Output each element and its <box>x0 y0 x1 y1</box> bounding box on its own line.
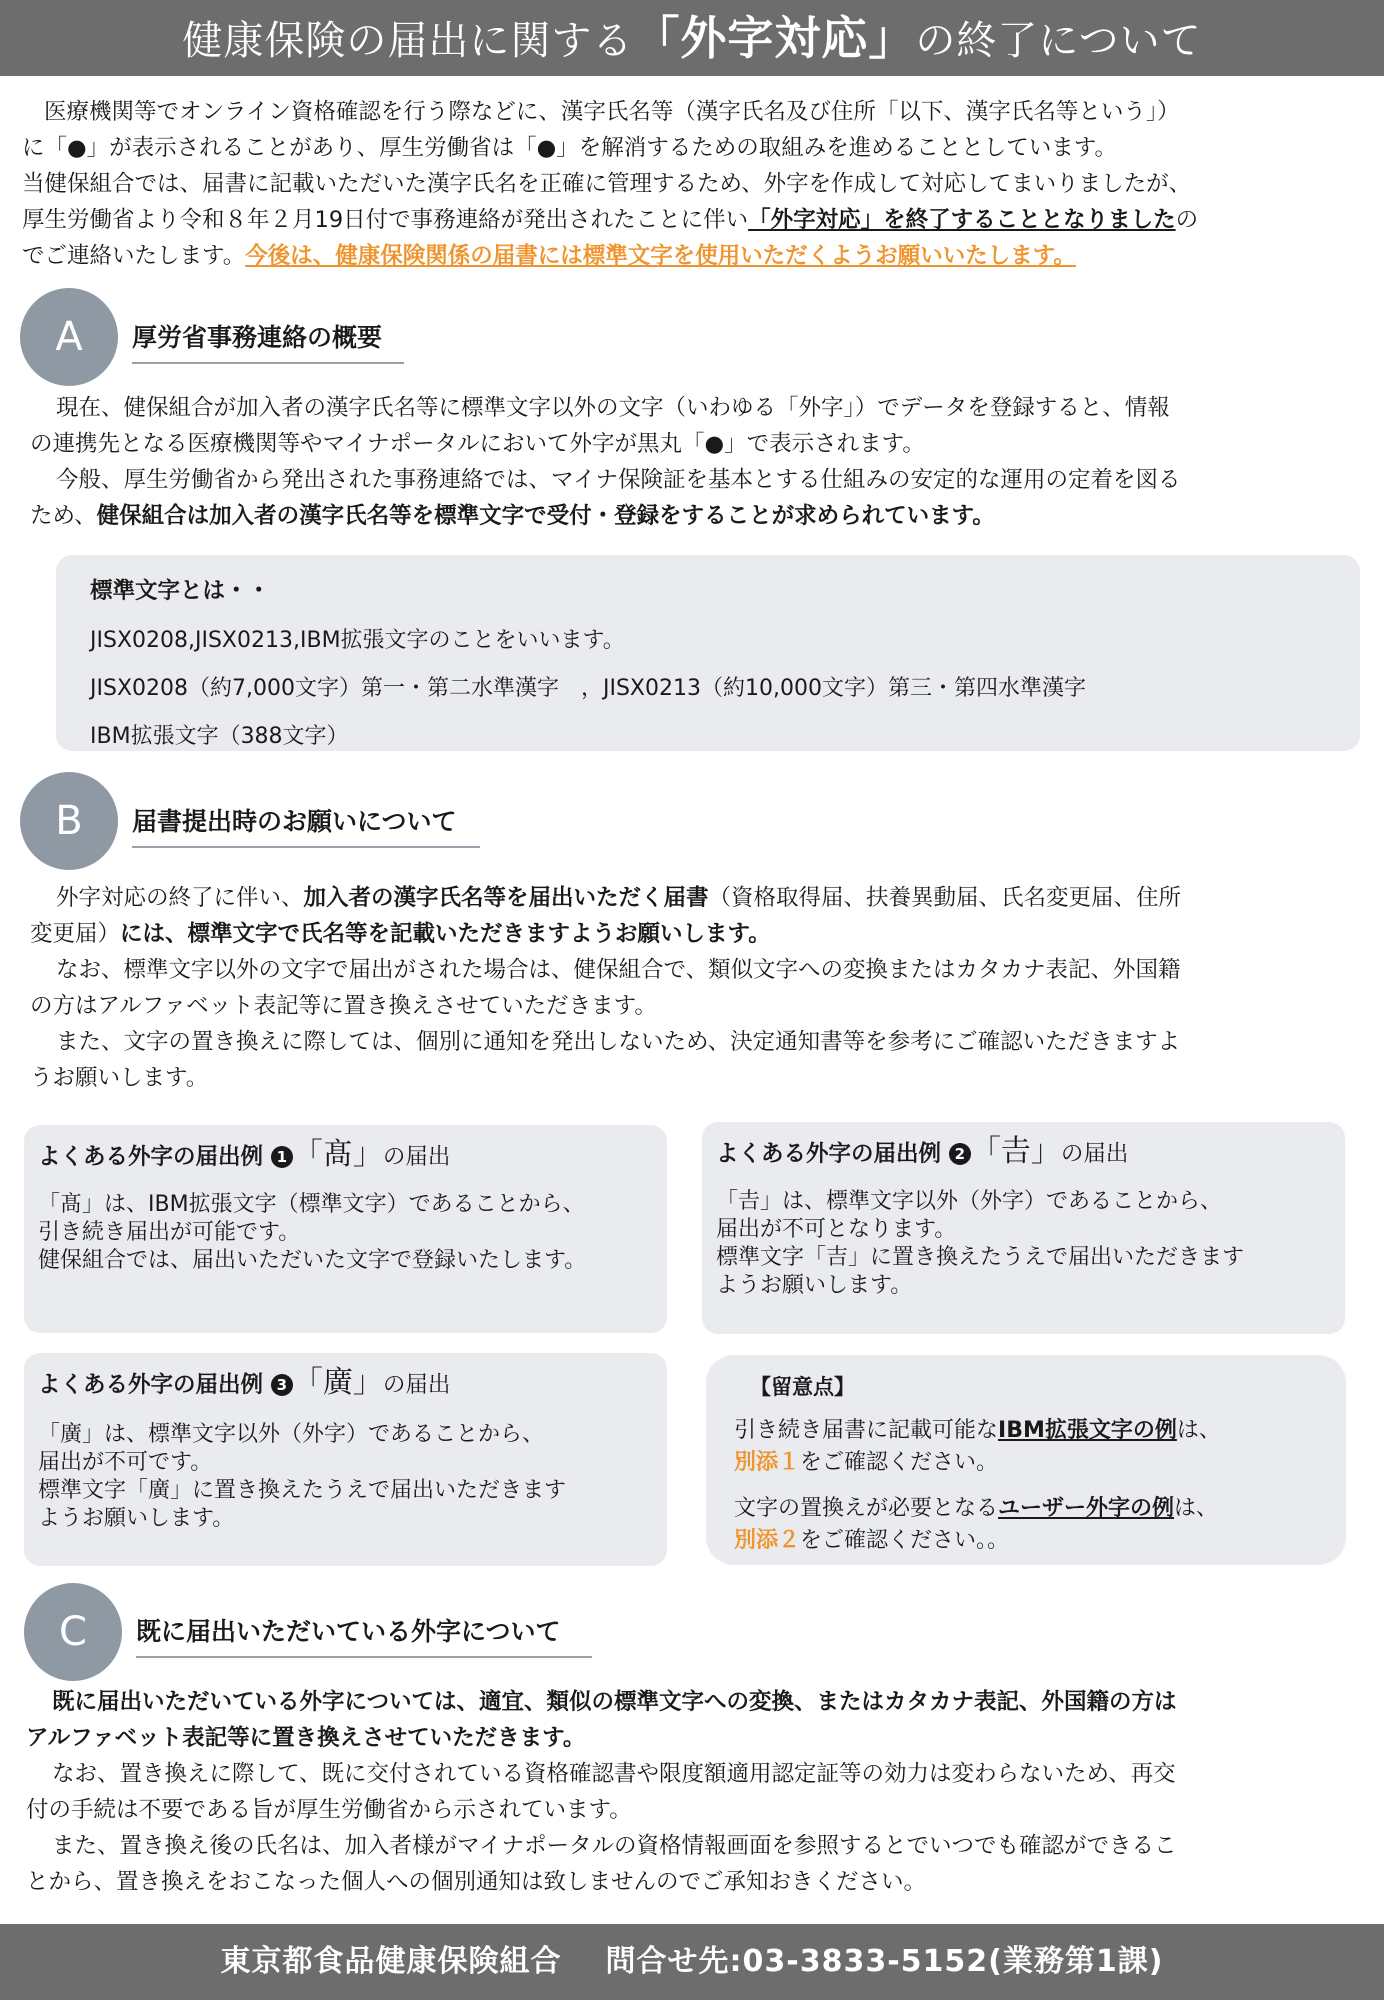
notes-body: 引き続き届書に記載可能なIBM拡張文字の例は、 別添１をご確認ください。 文字の置換えが必要となるユーザー外字の例は、 別添２をご確認ください。。 <box>734 1418 1221 1553</box>
section-c-badge: C <box>24 1583 122 1681</box>
intro-line: でご連絡いたします。今後は、健康保険関係の届書には標準文字を使用いただくようお願いいたします。 <box>22 243 1076 269</box>
example-box-1 <box>24 1125 667 1333</box>
section-c-title: 既に届出いただいている外字について <box>136 1612 592 1658</box>
box-line: JISX0208,JISX0213,IBM拡張文字のことをいいます。 <box>90 628 625 653</box>
example-box-3 <box>24 1353 667 1566</box>
section-a-body <box>30 390 1181 534</box>
section-a-badge: A <box>20 288 118 386</box>
intro-highlight: 今後は、健康保険関係の届書には標準文字を使用いただくようお願いいたします。 <box>245 243 1076 269</box>
number-badge: 2 <box>949 1143 971 1165</box>
paragraph-line: 変更届）には、標準文字で氏名等を記載いただきますようお願いします。 <box>30 921 771 947</box>
paragraph-line: また、置き換え後の氏名は、加入者様がマイナポータルの資格情報画面を参照するとでいつでも確認ができるこ <box>52 1833 1177 1859</box>
footer <box>0 1924 1384 2000</box>
section-c-body <box>26 1684 1177 1900</box>
title-emphasis: 「外字対応」 <box>633 11 916 65</box>
section-b-title: 届書提出時のお願いについて <box>132 802 480 848</box>
section-b-badge: B <box>20 772 118 870</box>
example-body: 「廣」は、標準文字以外（外字）であることから、 届出が不可です。 標準文字「廣」に置き換えたうえで届出いただきます ようお願いします。 <box>38 1422 567 1531</box>
title-post: の終了について <box>915 18 1202 64</box>
intro-bold: 「外字対応」を終了することとなりました <box>748 207 1176 233</box>
number-badge: 3 <box>271 1374 293 1396</box>
intro <box>22 94 1198 274</box>
paragraph-line: うお願いします。 <box>30 1065 209 1091</box>
paragraph-line: なお、標準文字以外の文字で届出がされた場合は、健保組合で、類似文字への変換またはカタカナ表記、外国籍 <box>56 957 1181 983</box>
paragraph-line: アルファベット表記等に置き換えさせていただきます。 <box>26 1725 586 1751</box>
paragraph-line: 付の手続は不要である旨が厚生労働省から示されています。 <box>26 1797 632 1823</box>
box-line: JISX0208（約7,000文字）第一・第二水準漢字 ，JISX0213（約10,000文字）第三・第四水準漢字 <box>90 676 1086 701</box>
box-title: 標準文字とは・・ <box>90 578 271 604</box>
paragraph-line: 既に届出いただいている外字については、適宜、類似の標準文字への変換、またはカタカナ表記、外国籍の方は <box>52 1689 1177 1715</box>
attachment-1-link: 別添１ <box>734 1450 801 1475</box>
example-box-2 <box>702 1122 1345 1334</box>
intro-line: に「●」が表示されることがあり、厚生労働省は「●」を解消するための取組みを進めることとしています。 <box>22 135 1117 161</box>
intro-line: 当健保組合では、届書に記載いただいた漢字氏名を正確に管理するため、外字を作成して対応してまいりましたが、 <box>22 171 1192 197</box>
page-title <box>0 0 1384 76</box>
example-body: 「髙」は、IBM拡張文字（標準文字）であることから、 引き続き届出が可能です。 健保組合では、届出いただいた文字で登録いたします。 <box>38 1192 587 1273</box>
example-title: よくある外字の届出例 1 「髙」の届出 <box>38 1137 451 1172</box>
example-title: よくある外字の届出例 2 「𠮷」の届出 <box>716 1134 1129 1169</box>
paragraph-line: とから、置き換えをおこなった個人への個別通知は致しませんのでご承知おきください。 <box>26 1869 927 1895</box>
standard-char-box <box>56 555 1360 751</box>
box-line: IBM拡張文字（388文字） <box>90 724 349 749</box>
paragraph-line: また、文字の置き換えに際しては、個別に通知を発出しないため、決定通知書等を参考にご確認いただきますよ <box>56 1029 1181 1055</box>
example-body: 「𠮷」は、標準文字以外（外字）であることから、 届出が不可となります。 標準文字「吉」に置き換えたうえで届出いただきます ようお願いします。 <box>716 1189 1245 1298</box>
paragraph-line: ため、健保組合は加入者の漢字氏名等を標準文字で受付・登録をすることが求められています。 <box>30 503 995 529</box>
paragraph-line: 現在、健保組合が加入者の漢字氏名等に標準文字以外の文字（いわゆる「外字」）でデータを登録すると、情報 <box>56 395 1170 421</box>
attachment-2-link: 別添２ <box>734 1528 801 1553</box>
intro-line: 厚生労働省より令和８年２月19日付で事務連絡が発出されたことに伴い「外字対応」を終了することとなりましたの <box>22 207 1199 233</box>
intro-line: 医療機関等でオンライン資格確認を行う際などに、漢字氏名等（漢字氏名及び住所「以下、漢字氏名等という」） <box>44 99 1180 125</box>
number-badge: 1 <box>271 1146 293 1168</box>
section-b-body <box>30 880 1181 1096</box>
paragraph-line: なお、置き換えに際して、既に交付されている資格確認書や限度額適用認定証等の効力は変わらないため、再交 <box>52 1761 1176 1787</box>
paragraph-line: の連携先となる医療機関等やマイナポータルにおいて外字が黒丸「●」で表示されます。 <box>30 431 925 457</box>
footer-contact: 問合せ先:03‐3833‐5152(業務第1課) <box>605 1944 1164 1979</box>
section-a-title: 厚労省事務連絡の概要 <box>132 318 404 364</box>
box-body <box>90 617 1086 761</box>
paragraph-line: 今般、厚生労働省から発出された事務連絡では、マイナ保険証を基本とする仕組みの安定的な運用の定着を図る <box>56 467 1181 493</box>
paragraph-line: 外字対応の終了に伴い、加入者の漢字氏名等を届出いただく届書（資格取得届、扶養異動届、氏名変更届、住所 <box>56 885 1182 911</box>
notes-box <box>706 1355 1346 1565</box>
example-title: よくある外字の届出例 3 「廣」の届出 <box>38 1365 451 1400</box>
paragraph-line: の方はアルファベット表記等に置き換えさせていただきます。 <box>30 993 657 1019</box>
footer-org: 東京都食品健康保険組合 <box>220 1944 562 1979</box>
notes-title: 【留意点】 <box>750 1375 855 1399</box>
title-pre: 健康保険の届出に関する <box>182 18 634 64</box>
